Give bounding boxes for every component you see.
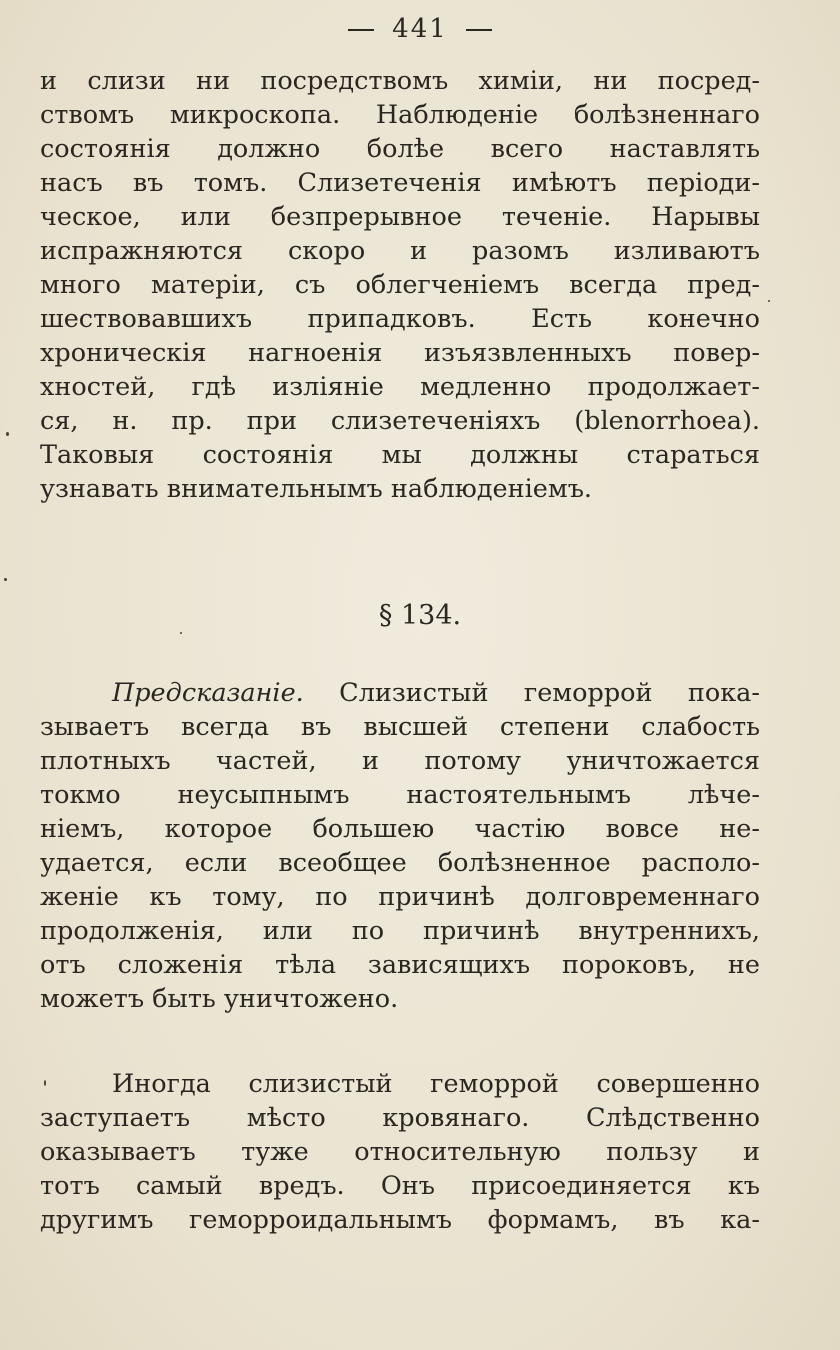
paragraph-1 — [40, 64, 760, 506]
text-line: другимъ геморроидальнымъ формамъ, въ ка- — [40, 1205, 760, 1235]
text-line: женіе къ тому, по причинѣ долговременнаго — [40, 882, 760, 912]
text-line: ся, н. пр. при слизетеченіяхъ (blenorrhoea). — [40, 406, 760, 436]
text-line: хностей, гдѣ изліяніе медленно продолжает- — [40, 372, 760, 402]
text-line: оказываетъ туже относительную пользу и — [40, 1137, 760, 1167]
text-line: ческое, или безпрерывное теченіе. Нарывы — [40, 202, 760, 232]
text-line: Иногда слизистый геморрой совершенно — [112, 1069, 760, 1099]
text-line: Таковыя состоянія мы должны стараться — [40, 440, 760, 470]
text-line: узнавать внимательнымъ наблюденіемъ. — [40, 474, 593, 504]
header-dash-left — [348, 29, 374, 31]
paper-speck — [180, 632, 182, 634]
text-line: состоянія должно болѣе всего наставлять — [40, 134, 760, 164]
text-line-first — [40, 676, 760, 710]
text-line: отъ сложенія тѣла зависящихъ пороковъ, не — [40, 950, 760, 980]
section-heading: § 134. — [378, 600, 462, 631]
header-dash-right — [466, 29, 492, 31]
text-line: тотъ самый вредъ. Онъ присоединяется къ — [40, 1171, 760, 1201]
text-line: шествовавшихъ припадковъ. Есть конечно — [40, 304, 760, 334]
text-line: плотныхъ частей, и потому уничтожается — [40, 746, 760, 776]
text-line: можетъ быть уничтожено. — [40, 984, 399, 1014]
paper-speck — [6, 432, 9, 436]
text-line: ствомъ микроскопа. Наблюденіе болѣзненнаго — [40, 100, 760, 130]
text-line: и слизи ни посредствомъ химіи, ни посред- — [40, 66, 760, 96]
text-line-rest: Слизистый геморрой пока- — [303, 678, 760, 708]
paper-speck — [44, 1080, 46, 1086]
text-line: насъ въ томъ. Слизетеченія имѣютъ періоди- — [40, 168, 760, 198]
paper-speck — [768, 300, 770, 302]
page-header — [0, 14, 840, 44]
page-number: 441 — [392, 14, 448, 44]
text-line: удается, если всеобщее болѣзненное располо- — [40, 848, 760, 878]
text-line: хроническія нагноенія изъязвленныхъ повер- — [40, 338, 760, 368]
text-line: зываетъ всегда въ высшей степени слабость — [40, 712, 760, 742]
paragraph-2 — [40, 676, 760, 1016]
text-line: ніемъ, которое большею частію вовсе не- — [40, 814, 760, 844]
lead-italic-term: Предсказаніе. — [112, 678, 304, 708]
text-line: продолженія, или по причинѣ внутреннихъ, — [40, 916, 760, 946]
paper-speck — [4, 578, 7, 581]
text-line: испражняются скоро и разомъ изливаютъ — [40, 236, 760, 266]
text-line: много матеріи, съ облегченіемъ всегда пред- — [40, 270, 760, 300]
text-line: токмо неусыпнымъ настоятельнымъ лѣче- — [40, 780, 760, 810]
text-line: заступаетъ мѣсто кровянаго. Слѣдственно — [40, 1103, 760, 1133]
paragraph-3 — [40, 1067, 760, 1237]
